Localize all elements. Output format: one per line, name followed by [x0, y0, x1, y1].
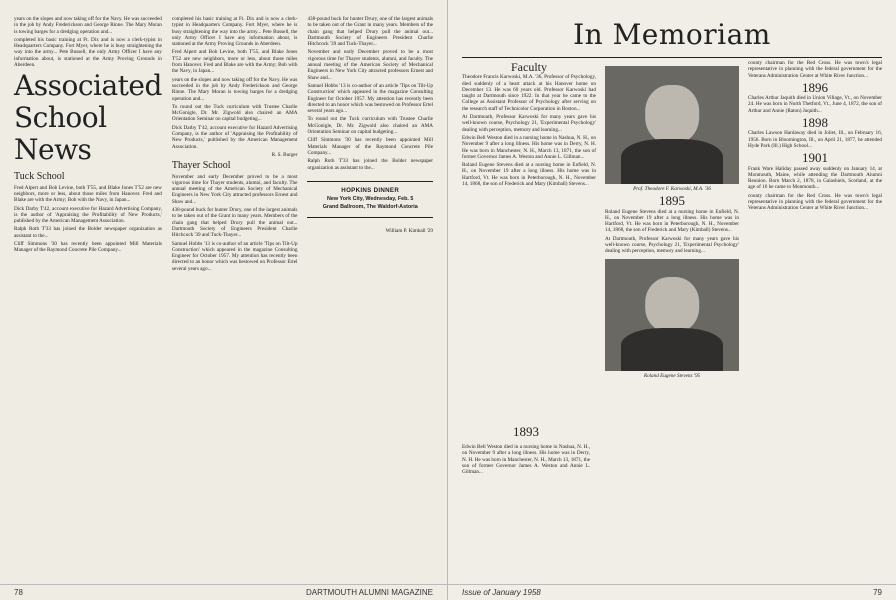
tuck-paragraph-2: Dick Darby T'42, account executive for Hazard Advertising Company, is the author of 'Appraising the Profitability of New Products,' published by the American Management Association.: [14, 205, 162, 225]
stevens-paragraph: Roland Eugene Stevens died at a nursing home in Enfield, N. H., on November 19 after a long illness. His home was in Hartford, Vt. He was born in Peterborough, N. H., November 14, 1868, the son of Frederick and Mary (Kimball) Stevens...: [605, 208, 739, 234]
left-footer: [0, 584, 447, 600]
weston-paragraph: Edwin Bell Weston died in a nursing home in Nashua, N. H., on November 9 after a long illness. His home was in Derry, N. H. He was born in Manchester, N. H., March 13, 1871, the son of former Governor James A. Weston and Annie L. Gillman...: [462, 444, 591, 476]
col3-paragraph-2: Samuel Hobbs '13 is co-author of an article 'Tips on Tilt-Up Construction' which appeared in the magazine Consulting Engineer for October 1957. My attention has recently been directed to an honor which was bestowed on Professor Ertel several years ago...: [307, 82, 433, 115]
right-footer: [448, 584, 896, 600]
photo-body-2: [621, 328, 723, 371]
karwoski-paragraph-3: Edwin Bell Weston died in a nursing home in Nashua, N. H., on November 9 after a long illness. His home was in Derry, N. H. He was born in Manchester, N. H., March 13, 1871, the son of former Governor James A. Weston and Annie L. Gillman...: [462, 134, 596, 160]
col3-paragraph-2b: To round out the Tuck curriculum with Trustee Charlie McGonigle, Dr. Mr. Zigwold also chaired an AMA Orientation Seminar on capital budgeting...: [307, 116, 433, 136]
year-1896-heading: 1896: [802, 79, 828, 95]
tuck-paragraph-3: Ralph Roth T'33 has joined the Bolder newspaper organization as assistant to the...: [14, 226, 162, 239]
col3-paragraph-3: Cliff Simmons '30 has recently been appointed Mill Materials Manager of the Raymond Concrete Pile Company...: [307, 137, 433, 156]
haliday-paragraph-2: county chairman for the Red Cross. He was town's legal representative in planning with the federal government for the Veterans Administration Center at White River Junction...: [748, 192, 882, 212]
col3-paragraph-1b: November and early December proved to be a most vigorous time for Thayer students, alumni, and faculty. The annual meeting of the American Society of Mechanical Engineers in New York City attracted professors Ernest and Shaw and...: [307, 49, 433, 81]
left-column-2: [172, 16, 298, 274]
karwoski-paragraph-4: Roland Eugene Stevens died at a nursing home in Enfield, N. H., on November 19 after a long illness. His home was in Hartford, Vt. He was born in Peterborough, N. H., November 14, 1868, the son of Frederick and Mary (Kimball) Stevens...: [462, 162, 596, 188]
hardaway-paragraph: Charles Lawson Hardaway died in Joliet, Ill., on February 16, 1956. Born in Bloomington, Ill., on April 21, 1877, he attended Hyde Park (Ill.) High School...: [748, 130, 882, 149]
year-1893-block: [462, 418, 590, 475]
right-column-1: [462, 60, 596, 383]
left-column-1: [14, 16, 162, 274]
right-column-3: [748, 60, 882, 383]
year-1893-heading: 1893: [462, 424, 590, 440]
magazine-name: DARTMOUTH ALUMNI MAGAZINE: [306, 588, 433, 597]
right-page-number: 79: [873, 588, 882, 597]
col1-top-text: years on the slopes and now taking off for the Navy. He was succeeded in the job by Andy Frederickson and George Rinne. The Mary Moran is towing barges for a dredging operation and...: [14, 16, 162, 35]
thayer-paragraph: November and early December proved to be a most vigorous time for Thayer students, alumni, and faculty. The annual meeting of the American Society of Mechanical Engineers in New York City attracted professors Ernest and Shaw and...: [171, 173, 298, 205]
tuck-paragraph-4: Cliff Simmons '30 has recently been appointed Mill Materials Manager of the Raymond Concrete Pile Company...: [14, 241, 162, 254]
photo-body: [621, 139, 723, 184]
title-rule: [462, 57, 882, 58]
year-1898-heading: 1898: [802, 115, 828, 131]
jaquith-paragraph: Charles Arthur Jaquith died in Union Village, Vt., on November 24. He was born in North Thetford, Vt., June 4, 1872, the son of Arthur and Annie (Raton) Jaquith...: [748, 95, 882, 114]
hopkins-dinner-venue: Grand Ballroom, The Waldorf-Astoria: [322, 204, 418, 211]
hopkins-dinner-date: New York City, Wednesday, Feb. 5: [327, 196, 414, 203]
faculty-heading: Faculty: [511, 60, 547, 74]
hopkins-dinner-title: HOPKINS DINNER: [341, 186, 400, 194]
right-columns: [462, 60, 882, 383]
karwoski-caption: Prof. Theodore F. Karwoski, M.A. '36: [633, 186, 711, 192]
col2-paragraph-2b: Dick Darby T'42, account executive for Hazard Advertising Company, is the author of 'Appraising the Profitability of New Products,' published by the American Management Association.: [171, 124, 298, 150]
col2-paragraph-2: To round out the Tuck curriculum with Trustee Charlie McGonigle, Dr. Mr. Zigwold also chaired an AMA Orientation Seminar on capital budgeting...: [171, 103, 298, 123]
thayer-school-heading: Thayer School: [171, 160, 231, 172]
col1-filler: completed his basic training at Ft. Dix and is now a clerk-typist in Headquarters Company. Fort Myer, where he is busy straightening the way into the army... Pete Bussell, the only Army Officer I have any information about, is stationed at the Army Proving Grounds in Aberdeen.: [14, 36, 162, 69]
stevens-caption: Roland Eugene Stevens '95: [643, 372, 701, 379]
stevens-paragraph-2: At Dartmouth, Professor Karwoski for many years gave his well-known course, Psychology 21, 'Experimental Psychology' dealing with perception, memory and learning...: [605, 235, 739, 255]
thayer-signature: William P. Kimball '29: [385, 227, 433, 234]
col3-paragraph-3b: Ralph Roth T'33 has joined the Bolder newspaper organization as assistant to the...: [307, 158, 433, 171]
haliday-paragraph: Frank Ware Haliday passed away suddenly on January 14, at Monmouth, Maine, while attending the Dartmouth Alumni Reunion. Born March 2, 1878, in Galashiels, Scotland, at the age of 16 he came to Monmouth...: [748, 165, 882, 191]
associated-school-news-heading: Associated School News: [14, 69, 162, 167]
right-page: [448, 0, 896, 600]
karwoski-paragraph-1: Theodore Francis Karwoski, M.A. '36, Professor of Psychology, died suddenly of a heart attack at his Hanover home on December 13. He was 60 years old. Professor Karwoski had taught at Dartmouth since 1922. In that year he came to the College as Assistant Professor of Psychology after serving on the research staff of Technicolor Corporation in Boston...: [462, 74, 596, 112]
thayer-paragraph-3: Samuel Hobbs '13 is co-author of an article 'Tips on Tilt-Up Construction' which appeared in the magazine Consulting Engineer for October 1957. My attention has recently been directed to an honor which was bestowed on Professor Ertel several years ago...: [171, 240, 298, 272]
col3-paragraph-1: 438-pound buck for hunter Drury, one of the largest animals to be taken out of the Grant in many years. Members of the chain gang that helped Drury pull the animal out... Dartmouth Society of Engineers President Charlie Hitchcock '39 and Tuck-Thayer...: [307, 16, 433, 48]
thayer-paragraph-2: 438-pound buck for hunter Drury, one of the largest animals to be taken out of the Grant in many years. Members of the chain gang that helped Drury pull the animal out... Dartmouth Society of Engineers President Charlie Hitchcock '39 and Tuck-Thayer...: [171, 207, 298, 239]
right-column-2: [605, 60, 739, 383]
col2-paragraph-1b: Fred Alpert and Bob Levine, both T'55, and Blake Jones T'52 are new neighbors, more or less, about those miles from Hanover. Fred and Blake are with the Army; Bob with the Navy, in Japan...: [171, 49, 298, 75]
karwoski-paragraph-2: At Dartmouth, Professor Karwoski for many years gave his well-known course, Psychology 21, 'Experimental Psychology' dealing with perception, memory and learning...: [462, 114, 596, 133]
hopkins-dinner-box: [307, 181, 433, 218]
issue-label: Issue of January 1958: [462, 588, 541, 597]
year-1895-heading: 1895: [659, 193, 685, 209]
col2-paragraph-1c: years on the slopes and now taking off for the Navy. He was succeeded in the job by Andy Frederickson and George Rinne. The Mary Moran is towing barges for a dredging operation and...: [171, 76, 298, 102]
left-column-3: [307, 16, 433, 274]
karwoski-photo: [605, 66, 739, 184]
photo-face-2: [645, 277, 699, 333]
year-1901-heading: 1901: [802, 150, 828, 166]
tuck-school-heading: Tuck School: [14, 171, 65, 183]
tuck-signature: R. S. Burger: [271, 151, 298, 158]
left-page-number: 78: [14, 588, 23, 597]
stevens-photo: [605, 259, 739, 371]
col2-paragraph-1: completed his basic training at Ft. Dix and is now a clerk-typist in Headquarters Company. Fort Myer, where he is busy straightening the way into the army... Pete Bussell, the only Army Officer I have any information about, is stationed at the Army Proving Grounds in Aberdeen.: [171, 16, 298, 48]
photo-face: [645, 85, 699, 144]
left-columns: [14, 16, 433, 274]
tuck-paragraph-1: Fred Alpert and Bob Levine, both T'55, and Blake Jones T'52 are new neighbors, more or less, about those miles from Hanover. Fred and Blake are with the Army; Bob with the Navy, in Japan...: [14, 184, 162, 204]
in-memoriam-title: In Memoriam: [573, 18, 771, 51]
col4-top-paragraph: county chairman for the Red Cross. He was town's legal representative in planning with the federal government for the Veterans Administration Center at White River Junction...: [748, 60, 882, 79]
